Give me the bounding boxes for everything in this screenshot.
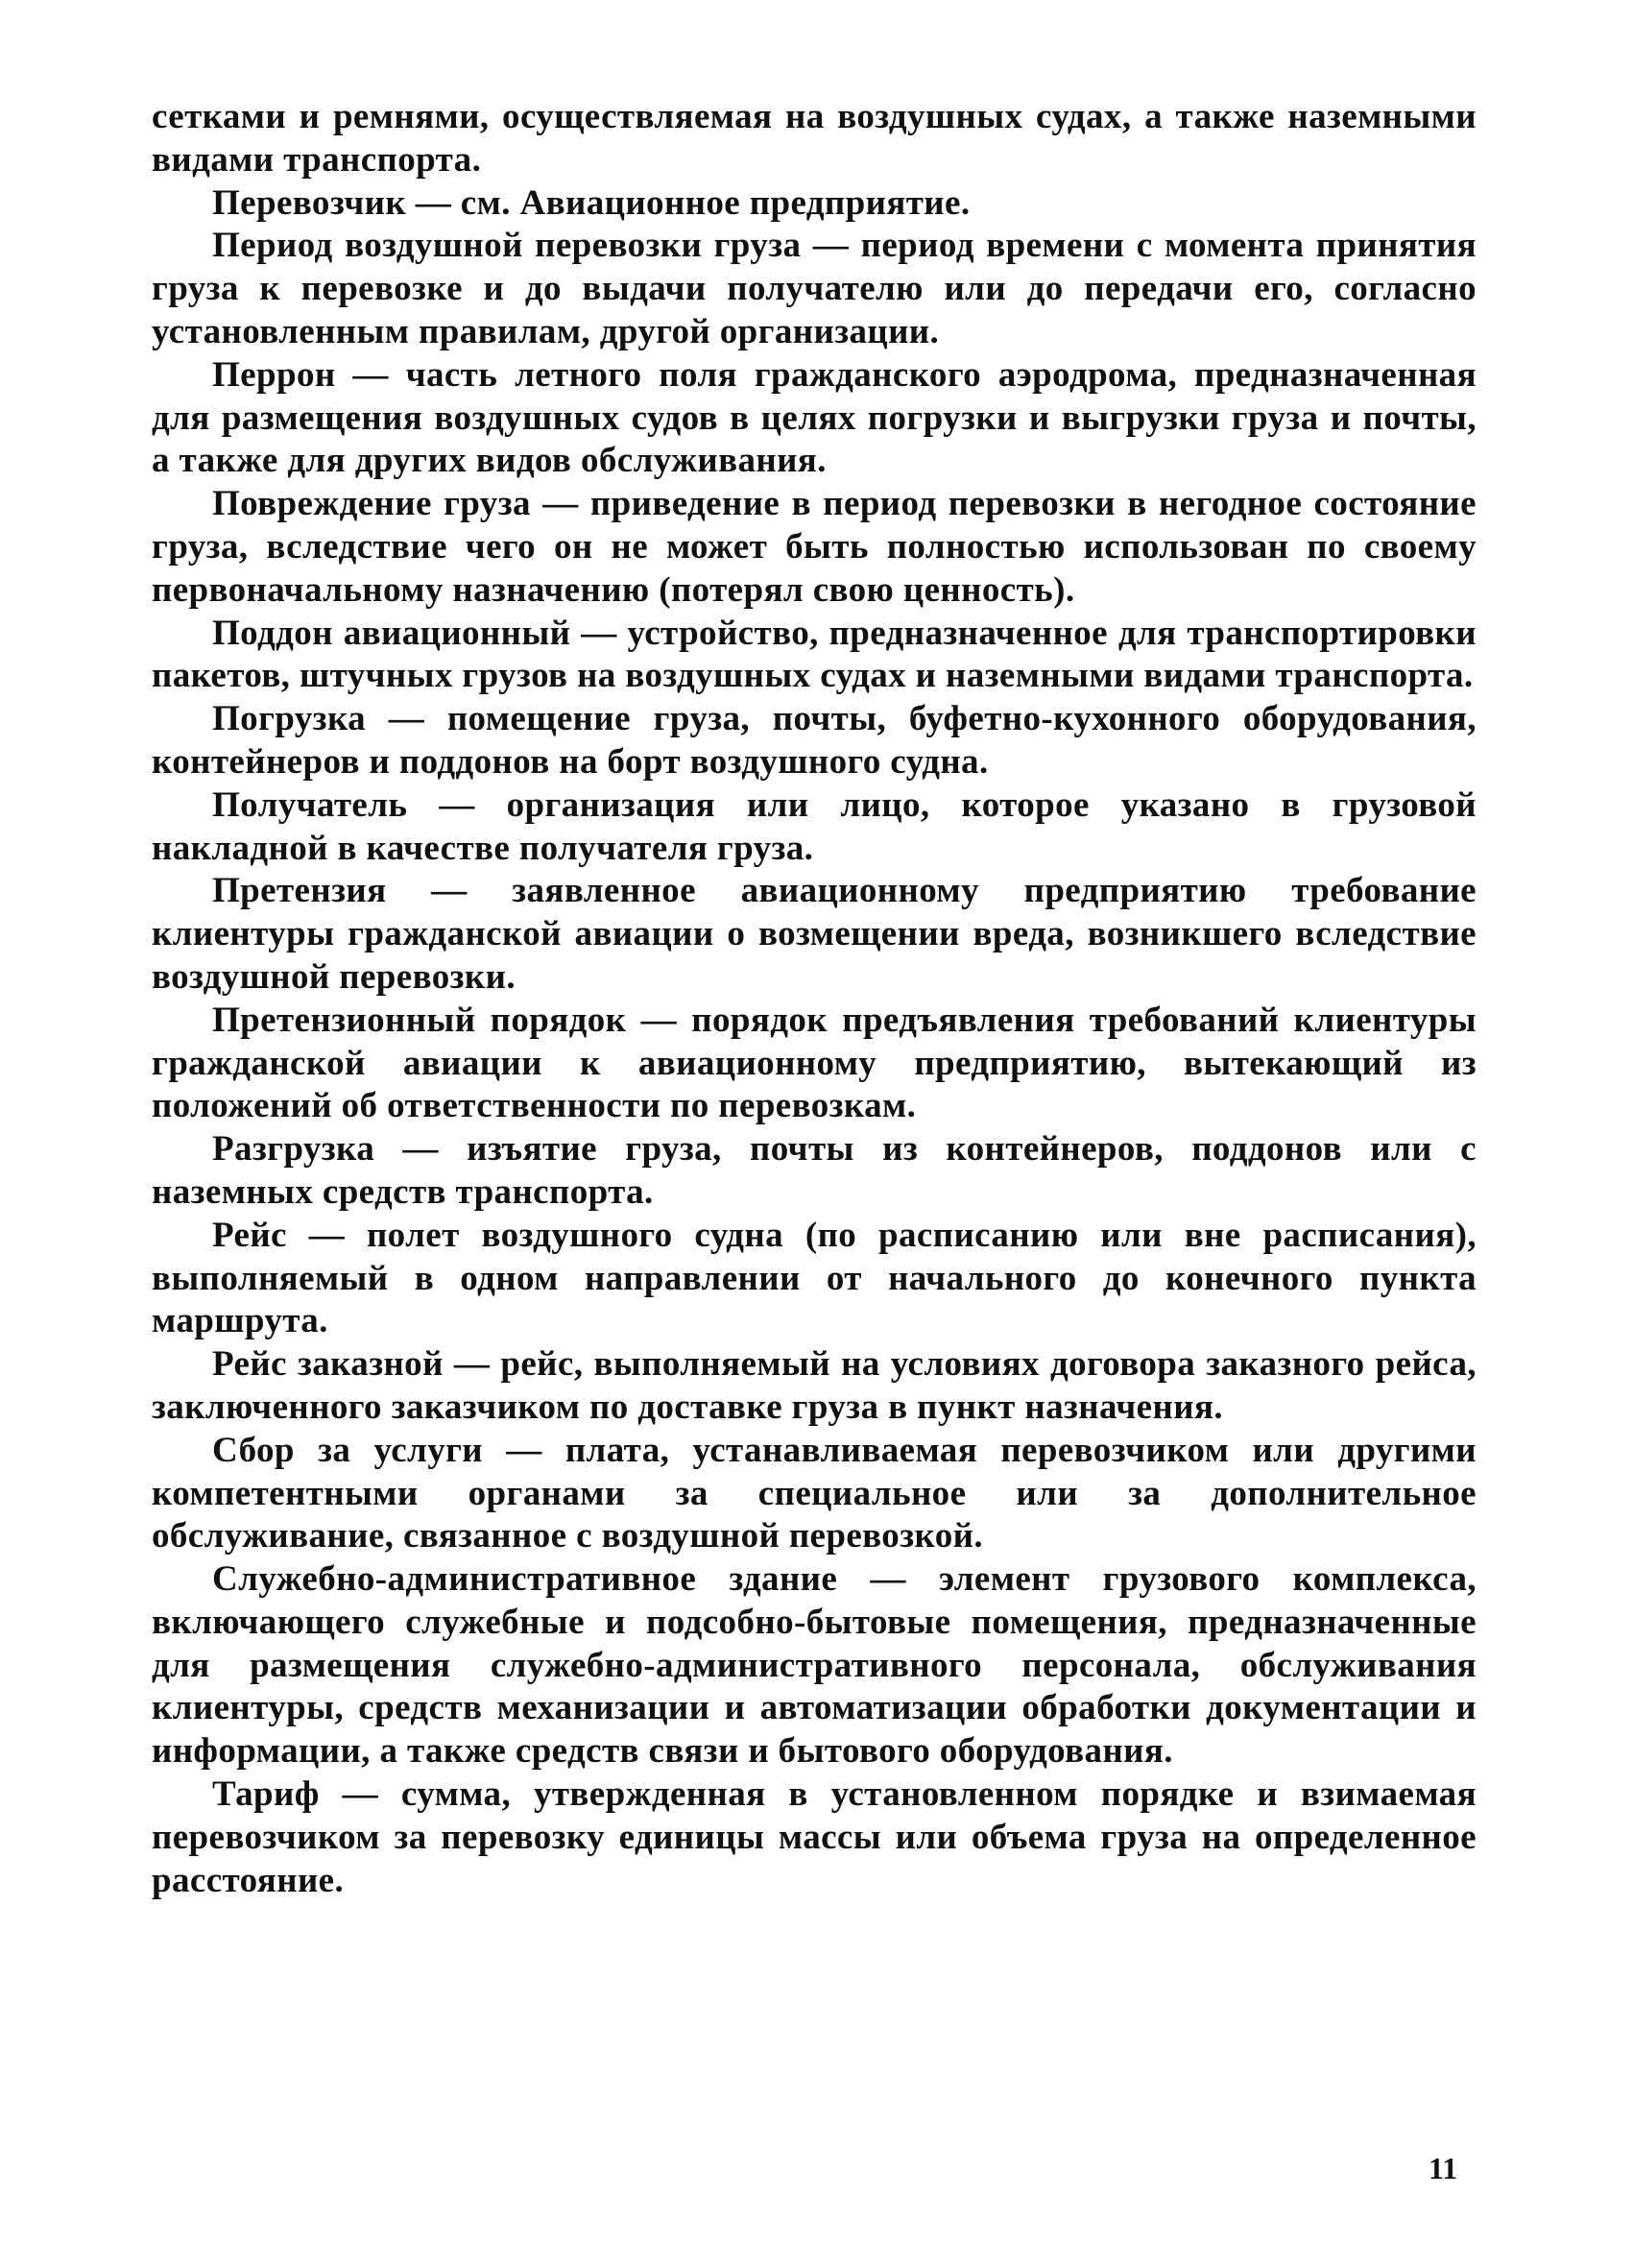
entry-definition: полет воздушного судна (по расписанию или вне расписания), выполняемый в одном направлении от начального до конечного пункта маршрута. (152, 1215, 1477, 1341)
entry-dash: — (570, 613, 628, 653)
entry-term: Рейс (212, 1215, 287, 1255)
glossary-entry (152, 354, 1477, 483)
glossary-entry (152, 182, 1477, 226)
entry-term: Повреждение груза (212, 484, 531, 524)
glossary-text (152, 96, 1477, 1902)
entry-dash: — (335, 354, 406, 395)
entry-term: Претензия (212, 871, 387, 911)
entry-term: Получатель (212, 784, 408, 825)
entry-definition: устройство, предназначенное для транспортировки пакетов, штучных грузов на воздушных судах и наземными видами транспорта. (152, 613, 1477, 696)
glossary-entry (152, 698, 1477, 784)
entry-definition: период времени с момента принятия груза к перевозке и до выдачи получателю или до передачи его, согласно установленным правилам, другой организации. (152, 226, 1477, 351)
entry-term: Погрузка (212, 699, 366, 739)
entry-definition: сетками и ремнями, осуществляемая на воздушных судах, а также наземными видами транспорта. (152, 97, 1477, 180)
entry-term: Сбор за услуги (212, 1430, 484, 1470)
entry-definition: часть летного поля гражданского аэродрома, предназначенная для размещения воздушных судов в целях погрузки и выгрузки груза и почты, а также для других видов обслуживания. (152, 354, 1477, 481)
glossary-entry (152, 1215, 1477, 1343)
entry-definition: организация или лицо, которое указано в грузовой накладной в качестве получателя груза. (152, 784, 1477, 868)
entry-definition: помещение груза, почты, буфетно-кухонного оборудования, контейнеров и поддонов на борт воздушного судна. (152, 699, 1477, 782)
entry-definition: заявленное авиационному предприятию требование клиентуры гражданской авиации о возмещении вреда, возникшего вследствие воздушной перевозки. (152, 871, 1477, 997)
page-number: 11 (1429, 2151, 1458, 2185)
entry-dash: — (626, 1000, 692, 1040)
entry-definition: изъятие груза, почты из контейнеров, поддонов или с наземных средств транспорта. (152, 1129, 1477, 1212)
entry-term: Тариф (212, 1774, 320, 1815)
glossary-entry (152, 613, 1477, 699)
glossary-entry (152, 1128, 1477, 1215)
entry-dash: — (483, 1430, 565, 1470)
entry-term: Рейс заказной (212, 1344, 444, 1385)
entry-term: Перевозчик (212, 182, 407, 223)
entry-dash: — (366, 699, 447, 739)
entry-dash: — (386, 871, 513, 911)
entry-dash: — (374, 1129, 468, 1170)
glossary-entry (152, 225, 1477, 353)
entry-definition: рейс, выполняемый на условиях договора заказного рейса, заключенного заказчиком по доставке груза в пункт назначения. (152, 1344, 1477, 1427)
entry-term: Разгрузка (212, 1129, 375, 1170)
entry-dash: — (406, 182, 461, 223)
entry-dash: — (837, 1559, 940, 1600)
entry-term: Поддон авиационный (212, 613, 571, 653)
entry-dash: — (801, 226, 861, 266)
entry-term: Претензионный порядок (212, 1000, 627, 1040)
entry-dash: — (443, 1344, 501, 1385)
entry-definition: порядок предъявления требований клиентуры гражданской авиации к авиационному предприятию, вытекающий из положений об ответственности по перевозкам. (152, 1000, 1477, 1126)
glossary-entry (152, 483, 1477, 612)
entry-definition: приведение в период перевозки в негодное состояние груза, вследствие чего он не может быть полностью использован по своему первоначальному назначению (потерял свою ценность). (152, 484, 1477, 610)
glossary-entry-continuation (152, 96, 1477, 182)
glossary-entry (152, 1343, 1477, 1430)
entry-dash: — (319, 1774, 401, 1815)
glossary-entry (152, 1000, 1477, 1128)
glossary-entry (152, 1773, 1477, 1902)
entry-term: Период воздушной перевозки груза (212, 226, 802, 266)
glossary-entry (152, 1430, 1477, 1558)
entry-definition: плата, устанавливаемая перевозчиком или другими компетентными органами за специальное или за дополнительное обслуживание, связанное с воздушной перевозкой. (152, 1430, 1477, 1556)
glossary-entry (152, 784, 1477, 871)
entry-dash: — (530, 484, 590, 524)
glossary-entry (152, 870, 1477, 999)
entry-dash: — (407, 784, 507, 825)
entry-term: Перрон (212, 354, 336, 395)
entry-dash: — (286, 1215, 367, 1255)
entry-term: Служебно-административное здание (212, 1559, 838, 1600)
entry-definition: см. Авиационное предприятие. (460, 182, 971, 223)
entry-definition: сумма, утвержденная в установленном порядке и взимаемая перевозчиком за перевозку единицы массы или объема груза на определенное расстояние. (152, 1774, 1477, 1900)
entry-definition: элемент грузового комплекса, включающего служебные и подсобно-бытовые помещения, предназначенные для размещения служебно-административного персонала, обслуживания клиентуры, средств механизации и автоматизации обработки документации и информации, а также средств связи и бытового оборудования. (152, 1559, 1477, 1772)
glossary-entry (152, 1558, 1477, 1773)
